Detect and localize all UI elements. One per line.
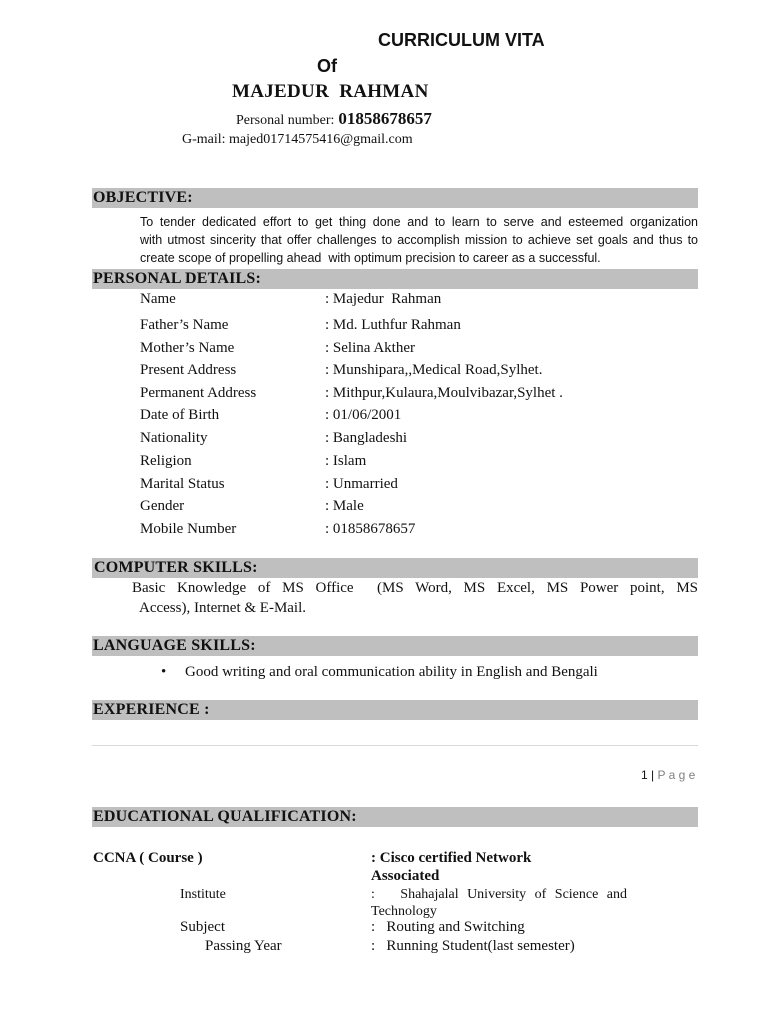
pd-label-mobile: Mobile Number [140, 521, 237, 537]
education-heading-bar [92, 807, 698, 827]
pd-value-name: : Majedur Rahman [325, 291, 442, 307]
pd-value-present-address: : Munshipara,,Medical Road,Sylhet. [325, 362, 543, 378]
pd-label-marital-status: Marital Status [140, 476, 225, 492]
footer-divider [92, 745, 698, 746]
education-heading: EDUCATIONAL QUALIFICATION: [93, 808, 357, 825]
page-separator: | [651, 768, 655, 782]
language-skills-heading-bar [92, 636, 698, 656]
objective-line-1: To tender dedicated effort to get thing done and to learn to serve and esteemed organization [140, 215, 698, 229]
edu-institute-value-1: : Shahajalal University of Science and [371, 887, 627, 902]
edu-institute-value-2: Technology [371, 904, 437, 919]
pd-label-permanent-address: Permanent Address [140, 385, 257, 401]
pd-label-name: Name [140, 291, 176, 307]
pd-value-dob: : 01/06/2001 [325, 407, 402, 423]
objective-heading: OBJECTIVE: [93, 189, 193, 206]
objective-line-3: create scope of propelling ahead with optimum precision to career as a successful. [140, 251, 601, 265]
personal-number-value: 01858678657 [338, 109, 432, 128]
edu-passing-label: Passing Year [205, 938, 282, 954]
experience-heading-bar [92, 700, 698, 720]
pd-value-marital-status: : Unmarried [325, 476, 398, 492]
personal-number-label: Personal number: [236, 113, 335, 128]
computer-skills-line-2: Access), Internet & E-Mail. [139, 600, 307, 616]
language-skills-heading: LANGUAGE SKILLS: [93, 637, 256, 654]
language-bullet-icon: • [161, 664, 167, 680]
cv-of: Of [317, 56, 337, 76]
computer-skills-heading-bar [92, 558, 698, 578]
edu-course-value-1: : Cisco certified Network [371, 850, 532, 866]
objective-heading-bar [92, 188, 698, 208]
pd-value-mobile: : 01858678657 [325, 521, 416, 537]
edu-course-value-2: Associated [371, 868, 440, 884]
pd-value-religion: : Islam [325, 453, 367, 469]
pd-label-present-address: Present Address [140, 362, 237, 378]
pd-label-dob: Date of Birth [140, 407, 220, 423]
pd-value-father: : Md. Luthfur Rahman [325, 317, 461, 333]
personal-details-heading: PERSONAL DETAILS: [93, 270, 262, 287]
pd-label-mother: Mother’s Name [140, 340, 235, 356]
pd-value-permanent-address: : Mithpur,Kulaura,Moulvibazar,Sylhet . [325, 385, 563, 401]
cv-title: CURRICULUM VITA [378, 30, 545, 50]
pd-label-father: Father’s Name [140, 317, 229, 333]
pd-value-mother: : Selina Akther [325, 340, 415, 356]
pd-label-gender: Gender [140, 498, 185, 514]
computer-skills-line-1: Basic Knowledge of MS Office (MS Word, MS Excel, MS Power point, MS [132, 580, 698, 596]
edu-institute-label: Institute [180, 887, 226, 902]
pd-value-nationality: : Bangladeshi [325, 430, 408, 446]
cv-name: MAJEDUR RAHMAN [232, 81, 429, 102]
page-word: P a g e [657, 768, 696, 782]
experience-heading: EXPERIENCE : [93, 701, 210, 718]
edu-subject-value: : Routing and Switching [371, 919, 525, 935]
computer-skills-heading: COMPUTER SKILLS: [94, 559, 258, 576]
pd-label-religion: Religion [140, 453, 192, 469]
page-footer [641, 768, 695, 783]
edu-subject-label: Subject [180, 919, 225, 935]
pd-value-gender: : Male [325, 498, 364, 514]
edu-course-label: CCNA ( Course ) [93, 850, 203, 866]
language-item: Good writing and oral communication ability in English and Bengali [185, 664, 598, 680]
pd-label-nationality: Nationality [140, 430, 208, 446]
personal-number-line [236, 109, 432, 129]
objective-line-2: with utmost sincerity that offer challenges to accomplish mission to achieve set goals and thus to [140, 233, 698, 247]
gmail-line: G-mail: majed01714575416@gmail.com [182, 132, 413, 147]
edu-passing-value: : Running Student(last semester) [371, 938, 575, 954]
personal-details-heading-bar [92, 269, 698, 289]
page-number: 1 [641, 768, 648, 782]
